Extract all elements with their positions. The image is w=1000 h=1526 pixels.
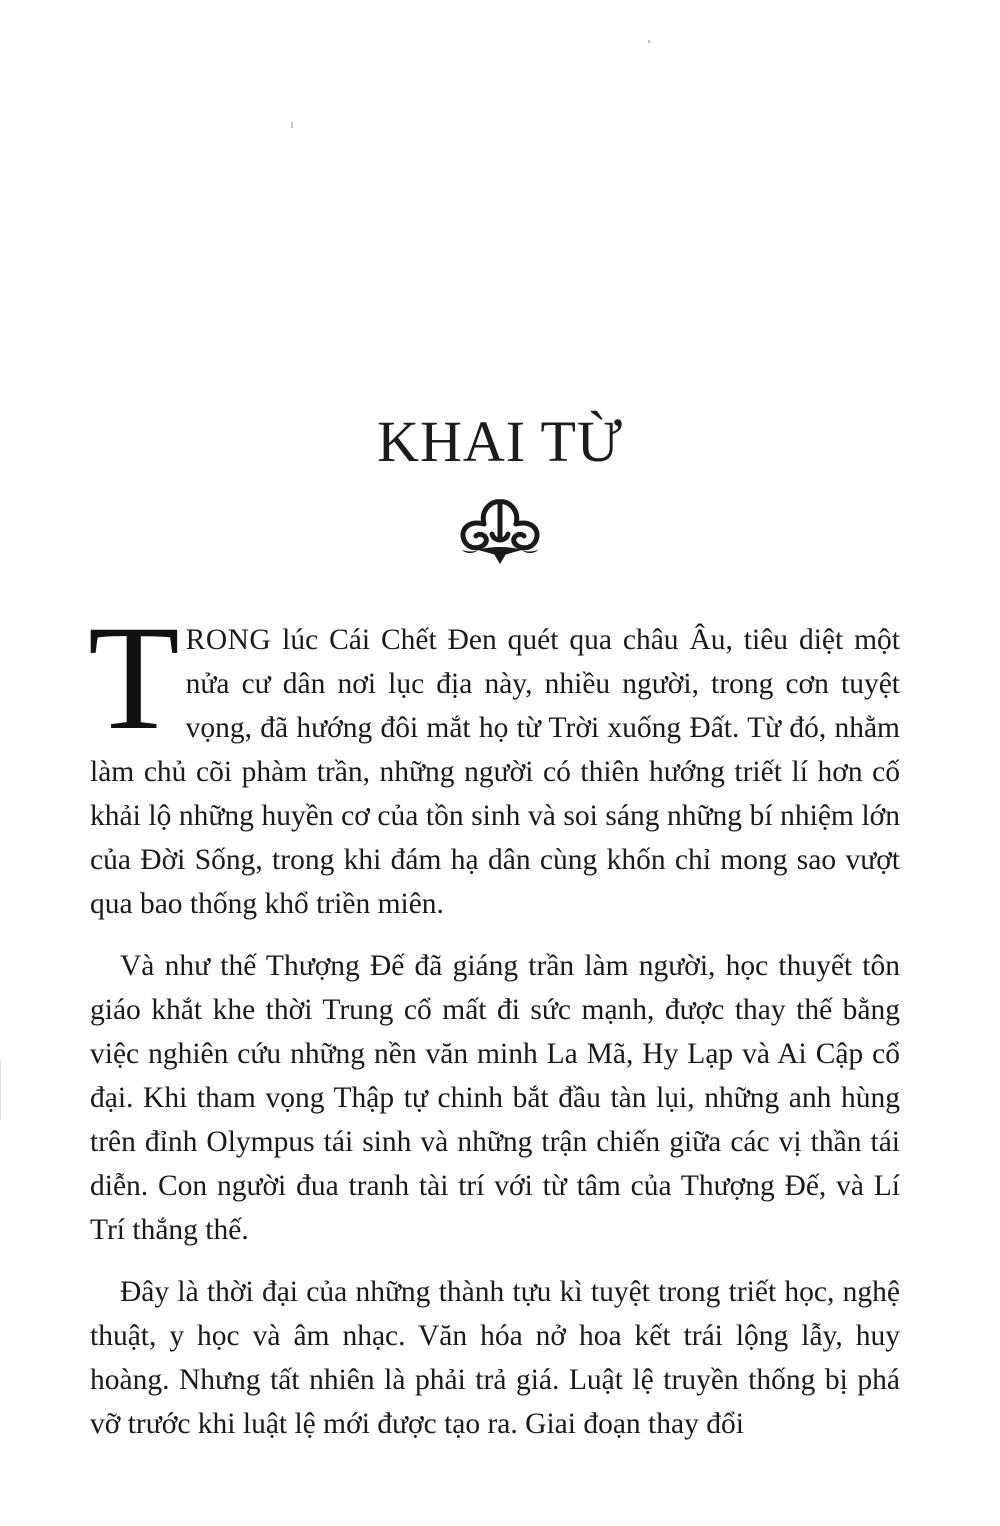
first-word: RONG: [185, 624, 272, 656]
paragraph-1: [88, 595, 900, 926]
scan-edge: [0, 1060, 1, 1120]
drop-cap: T: [88, 595, 180, 761]
paragraph-1-text: lúc Cái Chết Đen quét qua châu Âu, tiêu diệt một nửa cư dân nơi lục địa này, nhiều người, trong cơn tuyệt vọng, đã hướng đôi mắt họ từ Trời xuống Đất. Từ đó, nhằm làm chủ cõi phàm trần, những người có thiên hướng triết lí hơn cố khải lộ những huyền cơ của tồn sinh và soi sáng những bí nhiệm lớn của Đời Sống, trong khi đám hạ dân cùng khốn chỉ mong sao vượt qua bao thống khổ triền miên.: [90, 624, 900, 920]
scan-speck: [648, 40, 650, 43]
scan-speck: [291, 122, 293, 128]
body-text: [88, 595, 900, 1464]
chapter-title: KHAI TỪ: [377, 409, 623, 474]
fleuron-ornament-icon: [454, 494, 546, 570]
paragraph-3: Đây là thời đại của những thành tựu kì tuyệt trong triết học, nghệ thuật, y học và âm nhạc. Văn hóa nở hoa kết trái lộng lẫy, huy hoàng. Nhưng tất nhiên là phải trả giá. Luật lệ truyền thống bị phá vỡ trước khi luật lệ mới được tạo ra. Giai đoạn thay đổi: [90, 1276, 900, 1440]
paragraph-2: Và như thế Thượng Đế đã giáng trần làm người, học thuyết tôn giáo khắt khe thời Trung cổ mất đi sức mạnh, được thay thế bằng việc nghiên cứu những nền văn minh La Mã, Hy Lạp và Ai Cập cổ đại. Khi tham vọng Thập tự chinh bắt đầu tàn lụi, những anh hùng trên đỉnh Olympus tái sinh và những trận chiến giữa các vị thần tái diễn. Con người đua tranh tài trí với từ tâm của Thượng Đế, và Lí Trí thắng thế.: [90, 950, 900, 1246]
